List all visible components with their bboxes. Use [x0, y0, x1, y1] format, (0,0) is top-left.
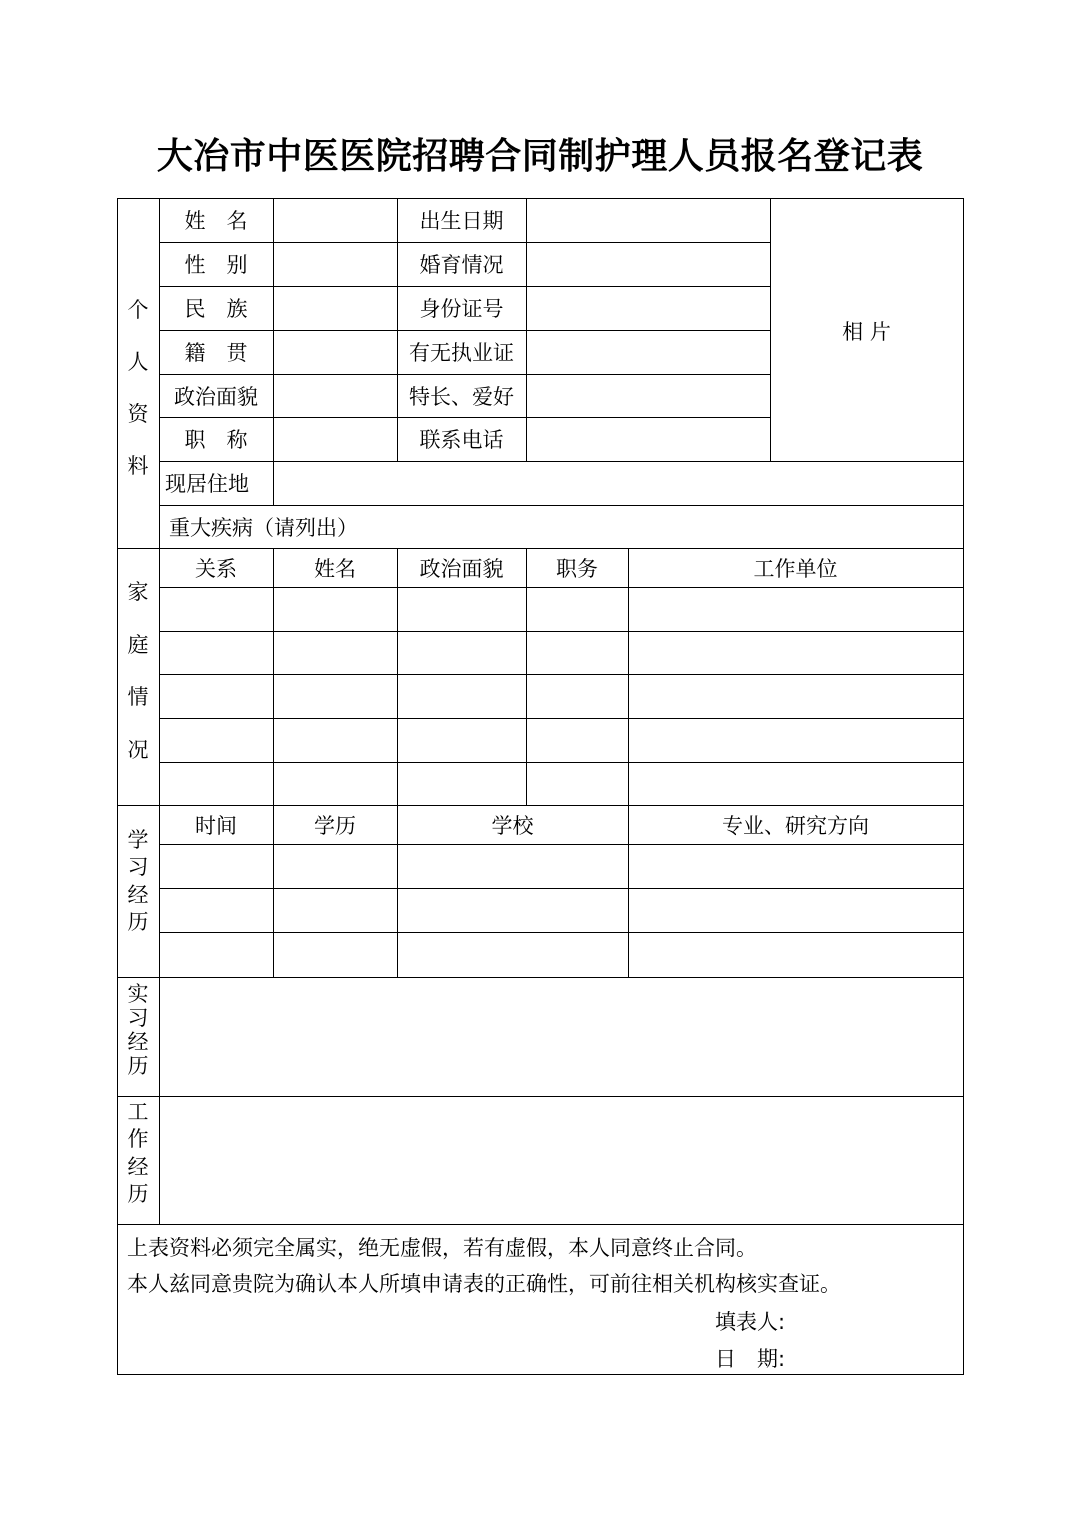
header-school: 学校 — [491, 813, 534, 838]
label-marital-status: 婚育情况 — [419, 253, 504, 277]
input-work-experience[interactable] — [159, 1096, 963, 1224]
input-ethnicity[interactable] — [273, 286, 397, 330]
section-char: 习 — [127, 855, 149, 880]
grid-line — [159, 888, 963, 889]
header-employer: 工作单位 — [753, 556, 838, 581]
section-label-education — [117, 828, 159, 934]
label-native-place: 籍 贯 — [184, 341, 248, 365]
section-char: 经 — [127, 1030, 149, 1054]
label-name: 姓 名 — [184, 209, 248, 233]
section-char: 个 — [127, 298, 149, 322]
section-char: 情 — [127, 685, 149, 710]
section-char: 经 — [127, 882, 149, 907]
date-label: 日 期: — [715, 1347, 786, 1371]
section-char: 料 — [127, 454, 149, 478]
section-char: 庭 — [127, 632, 149, 657]
input-license[interactable] — [526, 330, 770, 374]
input-name[interactable] — [273, 198, 397, 242]
label-gender: 性 别 — [184, 253, 248, 277]
grid-line — [159, 844, 963, 845]
form-title: 大冶市中医医院招聘合同制护理人员报名登记表 — [156, 135, 924, 177]
header-position: 职务 — [556, 556, 598, 581]
label-hobbies: 特长、爱好 — [409, 384, 514, 409]
input-political-status[interactable] — [273, 374, 397, 417]
section-label-internship — [117, 982, 159, 1076]
header-degree: 学历 — [314, 813, 356, 838]
section-char: 资 — [127, 402, 149, 426]
label-phone: 联系电话 — [419, 428, 504, 452]
registration-form — [117, 198, 964, 1375]
input-gender[interactable] — [273, 242, 397, 286]
grid-line — [159, 718, 963, 719]
section-label-personal — [117, 298, 159, 478]
declaration-line-2: 本人兹同意贵院为确认本人所填申请表的正确性，可前往相关机构核实查证。 — [127, 1272, 841, 1296]
input-title[interactable] — [273, 417, 397, 461]
section-char: 实 — [127, 982, 149, 1006]
section-char: 人 — [127, 350, 149, 374]
label-ethnicity: 民 族 — [184, 297, 248, 321]
section-label-family — [117, 580, 159, 762]
label-title: 职 称 — [184, 428, 248, 452]
label-birth-date: 出生日期 — [419, 209, 504, 233]
input-marital-status[interactable] — [526, 242, 770, 286]
section-char: 作 — [127, 1127, 149, 1152]
photo-box[interactable]: 相 片 — [842, 319, 891, 344]
section-char: 况 — [127, 737, 149, 762]
section-char: 家 — [127, 580, 149, 604]
label-major-disease[interactable]: 重大疾病（请列出） — [169, 515, 358, 540]
grid-line — [159, 631, 963, 632]
section-char: 经 — [127, 1154, 149, 1179]
input-id-number[interactable] — [526, 286, 770, 330]
header-family-political: 政治面貌 — [419, 556, 504, 581]
section-char: 历 — [127, 1054, 149, 1078]
section-char: 历 — [127, 1181, 149, 1206]
section-char: 学 — [127, 828, 149, 852]
filler-label: 填表人: — [715, 1310, 786, 1334]
input-address[interactable] — [273, 461, 963, 505]
input-birth-date[interactable] — [526, 198, 770, 242]
label-id-number: 身份证号 — [419, 297, 504, 321]
section-char: 习 — [127, 1006, 149, 1030]
label-address: 现居住地 — [165, 472, 249, 496]
section-label-work — [117, 1100, 159, 1206]
input-native-place[interactable] — [273, 330, 397, 374]
section-char: 工 — [127, 1100, 149, 1124]
section-divider — [117, 1224, 963, 1225]
grid-line — [159, 674, 963, 675]
grid-line — [159, 762, 963, 763]
label-license: 有无执业证 — [409, 341, 514, 365]
declaration-line-1: 上表资料必须完全属实，绝无虚假，若有虚假，本人同意终止合同。 — [127, 1236, 757, 1260]
header-major: 专业、研究方向 — [722, 813, 869, 838]
input-hobbies[interactable] — [526, 374, 770, 417]
header-relation: 关系 — [195, 556, 237, 581]
label-political-status: 政治面貌 — [174, 384, 258, 409]
header-time: 时间 — [195, 813, 237, 838]
grid-line — [159, 587, 963, 588]
input-phone[interactable] — [526, 417, 770, 461]
section-char: 历 — [127, 909, 149, 934]
input-internship[interactable] — [159, 977, 963, 1096]
grid-line — [159, 932, 963, 933]
header-family-name: 姓名 — [314, 556, 356, 581]
